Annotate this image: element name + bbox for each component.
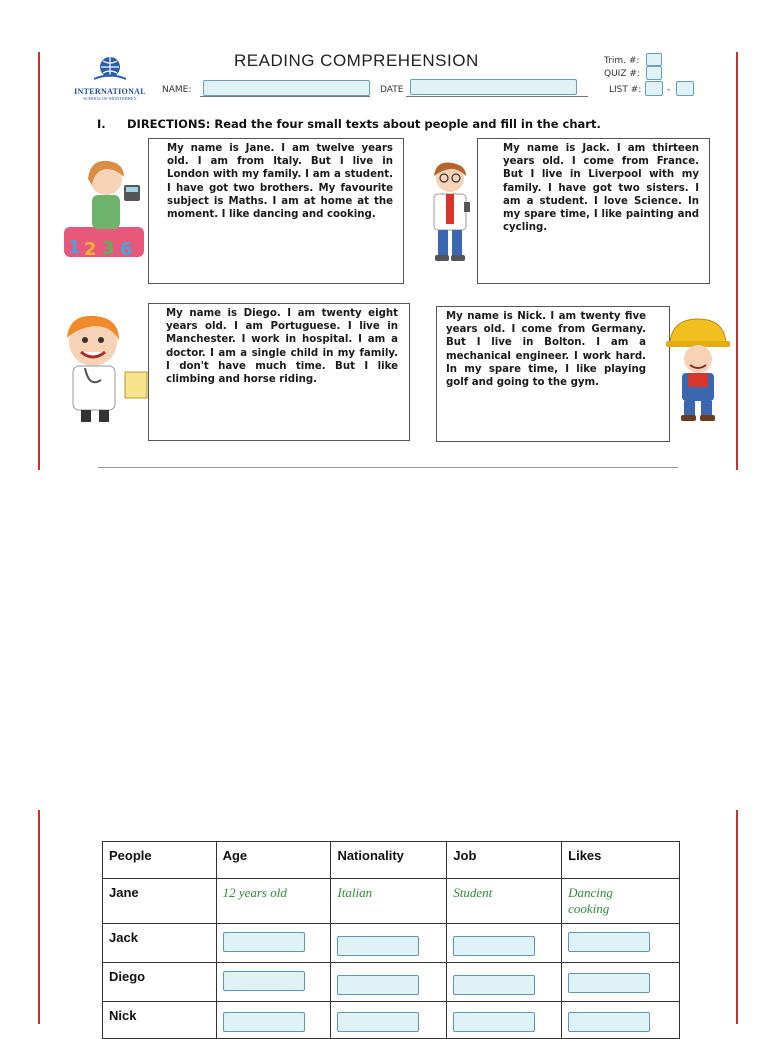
answer-nationality: Italian <box>337 885 373 900</box>
list-field-2[interactable] <box>676 81 694 96</box>
job-input[interactable] <box>453 1012 535 1032</box>
table-row <box>103 924 680 963</box>
jane-illustration <box>62 155 162 263</box>
quiz-field[interactable] <box>646 66 662 80</box>
jack-text: My name is Jack. I am thirteen years old. I come from France. But I live in Liverpool with my family. I have got two sisters. I am a student. I love Science. In my spare time, I like painting and cycling. <box>503 143 699 234</box>
page-title: READING COMPREHENSION <box>234 51 479 70</box>
person-name: Jack <box>109 930 138 945</box>
person-name: Jane <box>109 885 139 900</box>
person-name: Diego <box>109 969 146 984</box>
header-people: People <box>103 842 217 879</box>
nationality-input[interactable] <box>337 936 419 956</box>
trim-label: Trim. #: <box>604 56 640 66</box>
likes-input[interactable] <box>568 973 650 993</box>
table-row <box>103 963 680 1002</box>
nick-illustration <box>664 315 734 425</box>
trim-field[interactable] <box>646 53 662 66</box>
jane-text: My name is Jane. I am twelve years old. I am from Italy. But I live in London with my family. I am a student. I have got two brothers. My favourite subject is Maths. I am at home at the moment. I like dancing and cooking. <box>167 143 393 221</box>
header-likes: Likes <box>562 842 680 879</box>
chart-header-row <box>103 842 680 879</box>
date-label: DATE <box>380 85 404 95</box>
left-margin-line-2 <box>38 810 40 1024</box>
likes-input[interactable] <box>568 932 650 952</box>
right-margin-line <box>736 52 738 470</box>
school-logo <box>68 55 152 101</box>
header-nationality: Nationality <box>331 842 447 879</box>
diego-text: My name is Diego. I am twenty eight years old. I am Portuguese. I live in Manchester. I work in hospital. I am a doctor. I am a single child in my family. I don't have much time. But I like climbing and horse riding. <box>166 308 398 386</box>
list-field-1[interactable] <box>645 81 663 96</box>
right-margin-line-2 <box>736 810 738 1024</box>
directions-number: I. <box>97 117 106 131</box>
nick-text: My name is Nick. I am twenty five years old. I come from Germany. But I live in Bolton. I am a mechanical engineer. I work hard. In my spare time, I like playing golf and going to the gym. <box>446 311 646 389</box>
school-name-line2: SCHOOL OF MONTERREY <box>83 96 137 101</box>
directions-text: DIRECTIONS: Read the four small texts about people and fill in the chart. <box>127 117 601 131</box>
age-input[interactable] <box>223 932 305 952</box>
list-label: LIST #: <box>609 85 642 95</box>
name-underline <box>200 96 370 97</box>
school-name-line1: INTERNATIONAL <box>74 87 146 96</box>
globe-book-logo-icon <box>68 55 152 83</box>
answer-likes-line1: Dancing <box>568 885 613 900</box>
header-age: Age <box>216 842 331 879</box>
svg-text:3: 3 <box>102 238 115 259</box>
job-input[interactable] <box>453 936 535 956</box>
quiz-label: QUIZ #: <box>604 69 640 79</box>
table-row <box>103 879 680 924</box>
nationality-input[interactable] <box>337 1012 419 1032</box>
left-margin-line <box>38 52 40 470</box>
date-underline <box>406 96 588 97</box>
svg-text:1: 1 <box>68 237 81 258</box>
svg-text:6: 6 <box>120 239 133 260</box>
date-field[interactable] <box>410 79 577 95</box>
jack-illustration <box>420 160 480 265</box>
list-separator: - <box>667 85 671 95</box>
bottom-rule <box>98 467 678 468</box>
person-name: Nick <box>109 1008 137 1023</box>
age-input[interactable] <box>223 1012 305 1032</box>
diego-illustration <box>55 310 155 428</box>
job-input[interactable] <box>453 975 535 995</box>
header-job: Job <box>447 842 562 879</box>
answer-age: 12 years old <box>222 885 287 900</box>
answer-likes-line2: cooking <box>568 901 610 916</box>
name-field[interactable] <box>203 80 370 96</box>
answer-job: Student <box>453 885 493 900</box>
nationality-input[interactable] <box>337 975 419 995</box>
likes-input[interactable] <box>568 1012 650 1032</box>
people-chart <box>102 841 680 1039</box>
name-label: NAME: <box>162 85 192 95</box>
age-input[interactable] <box>223 971 305 991</box>
table-row <box>103 1002 680 1039</box>
svg-text:2: 2 <box>84 239 97 260</box>
